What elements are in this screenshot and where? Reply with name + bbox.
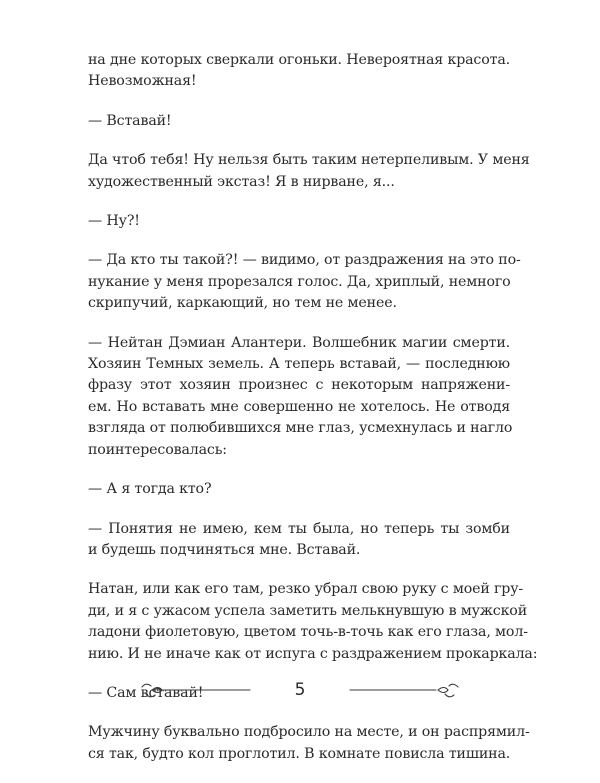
text-line: — Да кто ты такой?! — видимо, от раздражения на это по-: [88, 252, 521, 269]
text-line: Да чтоб тебя! Ну нельзя быть таким нетерпеливым. У меня: [88, 152, 530, 169]
text-line: фразу этот хозяин произнес с некоторым напряжени-: [88, 377, 510, 394]
page-body: [88, 50, 538, 783]
paragraph: [88, 50, 510, 93]
text-line: Мужчину буквально подбросило на месте, и он распрямил-: [88, 724, 530, 741]
page-footer: [140, 678, 460, 702]
text-line: нию. И не иначе как от испуга с раздражением прокаркала:: [88, 645, 538, 662]
text-line: ся так, будто кол проглотил. В комнате повисла тишина.: [88, 745, 511, 762]
text-line: на дне которых сверкали огоньки. Невероятная красота.: [88, 52, 510, 68]
text-line: ладони фиолетовую, цветом точь-в-точь как его глаза, мол-: [88, 624, 528, 641]
text-line: — Ну?!: [88, 213, 140, 230]
paragraph: [88, 333, 513, 461]
page-number: 5: [294, 680, 306, 700]
text-line: ди, и я с ужасом успела заметить мелькнувшую в мужской: [88, 602, 527, 619]
text-line: — Сам вставай!: [88, 684, 204, 701]
text-line: Натан, или как его там, резко убрал свою руку с моей гру-: [88, 581, 524, 598]
text-line: скрипучий, каркающий, но тем не менее.: [88, 295, 397, 312]
paragraph: [88, 111, 510, 132]
paragraph: [88, 150, 530, 193]
text-line: ем. Но вставать мне совершенно не хотелось. Не отводя: [88, 398, 510, 415]
text-line: — Вставай!: [88, 112, 172, 129]
text-line: взгляда от полюбившихся мне глаз, усмехнулась и нагло: [88, 420, 513, 437]
text-line: нукание у меня прорезался голос. Да, хриплый, немного: [88, 273, 511, 290]
paragraph: [88, 519, 510, 562]
text-line: художественный экстаз! Я в нирване, я...: [88, 173, 395, 190]
text-line: — Нейтан Дэмиан Алантери. Волшебник магии смерти.: [88, 334, 510, 351]
paragraph: [88, 479, 510, 500]
text-line: и будешь подчиняться мне. Вставай.: [88, 541, 361, 558]
paragraph: [88, 722, 530, 765]
text-line: Невозможная!: [88, 73, 197, 90]
paragraph: [88, 579, 538, 665]
paragraph: [88, 211, 510, 232]
text-line: поинтересовалась:: [88, 441, 227, 458]
text-line: Хозяин Темных земель. А теперь вставай, — последнюю: [88, 356, 510, 373]
text-line: — А я тогда кто?: [88, 481, 212, 498]
paragraph: [88, 250, 521, 314]
text-line: — Понятия не имею, кем ты была, но теперь ты зомби: [88, 520, 510, 537]
